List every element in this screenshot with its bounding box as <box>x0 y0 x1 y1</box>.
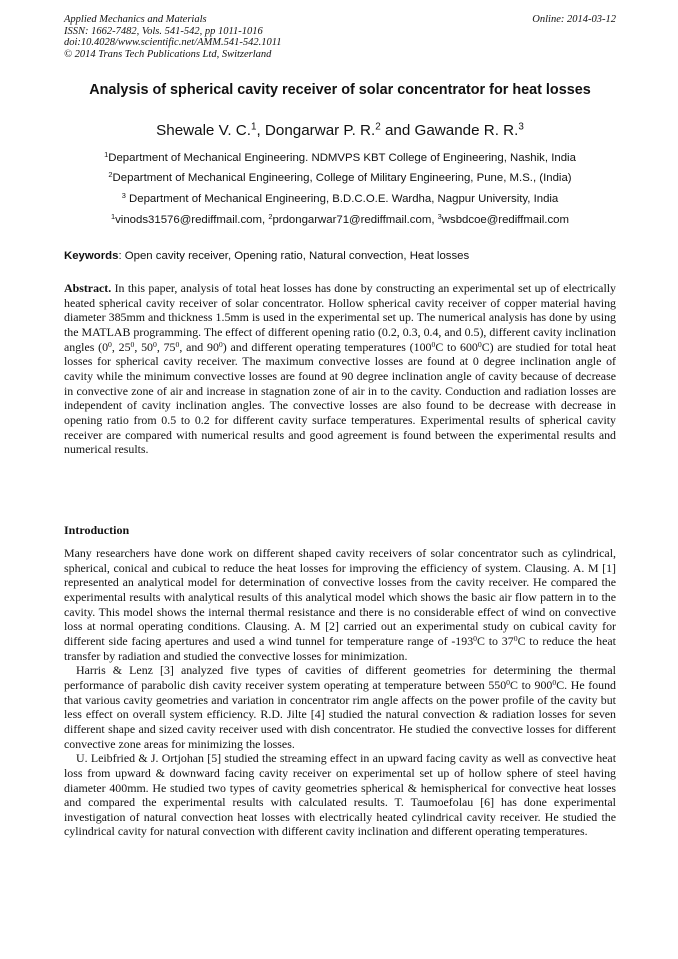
keywords-text: : Open cavity receiver, Opening ratio, Natural convection, Heat losses <box>118 250 470 262</box>
paper-title: Analysis of spherical cavity receiver of solar concentrator for heat losses <box>89 82 591 98</box>
keywords-label: Keywords <box>64 250 119 262</box>
author-list: Shewale V. C.$^1$, Dongarwar P. R.$^2$ and Gawande R. R.$^3$ <box>156 121 524 139</box>
email-mark: 2 <box>268 211 273 221</box>
online-date: Online: 2014-03-12 <box>532 14 616 25</box>
abstract <box>64 281 616 457</box>
author-name: Shewale V. C. <box>156 122 251 139</box>
author-mark: 1 <box>250 121 257 133</box>
affiliation-mark: 3 <box>121 190 126 200</box>
abstract-paragraph: Abstract. In this paper, analysis of total heat losses has done by constructing an experimental set up of electrically heated spherical cavity receiver of solar concentrator. Hollow spherical cavity receiver of copper material having diameter 385mm and thickness 1.5mm is used in the experimental set up. The numerical analysis has done by using the MATLAB programming. The effect of different opening ratio (0.2, 0.3, 0.4, and 0.5), different cavity inclination angles ($0^0$, $25^0$, $50^0$, $75^0$, and $90^0$) and different operating temperatures ($100^0C$ to $600^0C$) are studied for total heat losses for spherical cavity receiver. The maximum convective losses are found at 0 degree inclination angle of cavity while the minimum convective losses are found at 90 degree inclination angle of cavity because of decrease in convective zone of air and increase in stagnation zone of air in to the cavity. Conduction and radiation losses are independent of cavity inclination angles. The convective losses are also found to be decrease with decrease in opening ratio from 0.5 to 0.2 for different cavity surface temperatures. Experimental results of spherical cavity receiver are compared with numerical results and good agreement is found between the experimental results and numerical results. <box>64 281 617 457</box>
journal-doi: doi:10.4028/www.scientific.net/AMM.541-542.1011 <box>64 37 282 49</box>
email-address[interactable]: prdongarwar71@rediffmail.com <box>272 214 432 226</box>
keywords <box>64 249 616 263</box>
introduction <box>64 546 616 839</box>
author-mark: 2 <box>375 121 381 133</box>
email-address[interactable]: wsbdcoe@rediffmail.com <box>441 214 569 226</box>
author-mark: 3 <box>518 121 524 133</box>
email-mark: 1 <box>110 211 116 221</box>
affiliation <box>64 151 616 165</box>
email-mark: 3 <box>437 211 442 221</box>
affiliation <box>64 192 616 206</box>
affiliation-mark: 1 <box>104 149 109 159</box>
section-heading-introduction: Introduction <box>64 523 130 537</box>
affiliation <box>64 171 616 185</box>
affiliation-text: Department of Mechanical Engineering. NDMVPS KBT College of Engineering, Nashik, India <box>108 152 576 164</box>
email-address[interactable]: vinods31576@rediffmail.com <box>115 214 262 226</box>
journal-header <box>64 14 616 60</box>
abstract-label: Abstract. <box>64 281 112 295</box>
affiliation-text: Department of Mechanical Engineering, B.D.C.O.E. Wardha, Nagpur University, India <box>125 193 559 205</box>
affiliation-mark: 2 <box>108 169 113 179</box>
intro-paragraph: Many researchers have done work on different shaped cavity receivers of solar concentrator such as cylindrical, spherical, conical and cubical to reduce the heat losses for improving the efficiency of system. Clausing. A. M [1] represented an analytical model for determination of convective losses from the cavity receiver. He compared the experimental results with analytical results of this analytical model which shows the basic air flow pattern in to the cavity. This model shows the internal thermal resistance and there is no considerable effect of wind on convective loss at normal operating conditions. Clausing. A. M [2] carried out an experimental study on cubical cavity for different side facing apertures and used a wind tunnel for temperature range of $-193^0C$ to $37^0C$ to reduce the heat transfer by radiation and studied the convective losses for minimization. <box>64 546 616 663</box>
intro-paragraph: Harris & Lenz [3] analyzed five types of cavities of different geometries for determining the thermal performance of parabolic dish cavity receiver system operating at temperature between $550^0C$ to $900^0C$. He found that various cavity geometries and variation in concentrator rim angle affects on the power profile of the cavity but less effect on overall system efficiency. R.D. Jilte [4] studied the natural convection & radiation losses for seven different shape and sized cavity receiver used with dish concentrator. He studied the convective losses for different convective zone areas for minimizing the losses. <box>64 663 616 751</box>
email-list: $^1$vinods31576@rediffmail.com, $^2$prdongarwar71@rediffmail.com, $^3$wsbdcoe@rediffmail.com <box>110 211 569 226</box>
intro-paragraph: U. Leibfried & J. Ortjohan [5] studied the streaming effect in an upward facing cavity as well as convective heat loss from upward & downward facing cavity receiver on experimental set up of hollow sphere of steel having diameter 400mm. He studied two types of cavity geometries spherical & hemispherical for convective heat losses and compared the experimental results with calculated results. T. Taumoefolau [6] has done experimental investigation of natural convection heat losses with electrically heated cylindrical cavity receiver. He studied the cylindrical cavity for natural convection with different cavity inclination and different operating temperatures. <box>64 751 616 839</box>
author-name: Gawande R. R. <box>414 122 519 139</box>
author-name: Dongarwar P. R. <box>264 122 376 139</box>
journal-name: Applied Mechanics and Materials <box>64 14 207 25</box>
journal-copyright: © 2014 Trans Tech Publications Ltd, Switzerland <box>64 48 272 60</box>
affiliation-text: Department of Mechanical Engineering, College of Military Engineering, Pune, M.S., (India) <box>112 172 572 184</box>
journal-issn: ISSN: 1662-7482, Vols. 541-542, pp 1011-1016 <box>64 25 263 37</box>
